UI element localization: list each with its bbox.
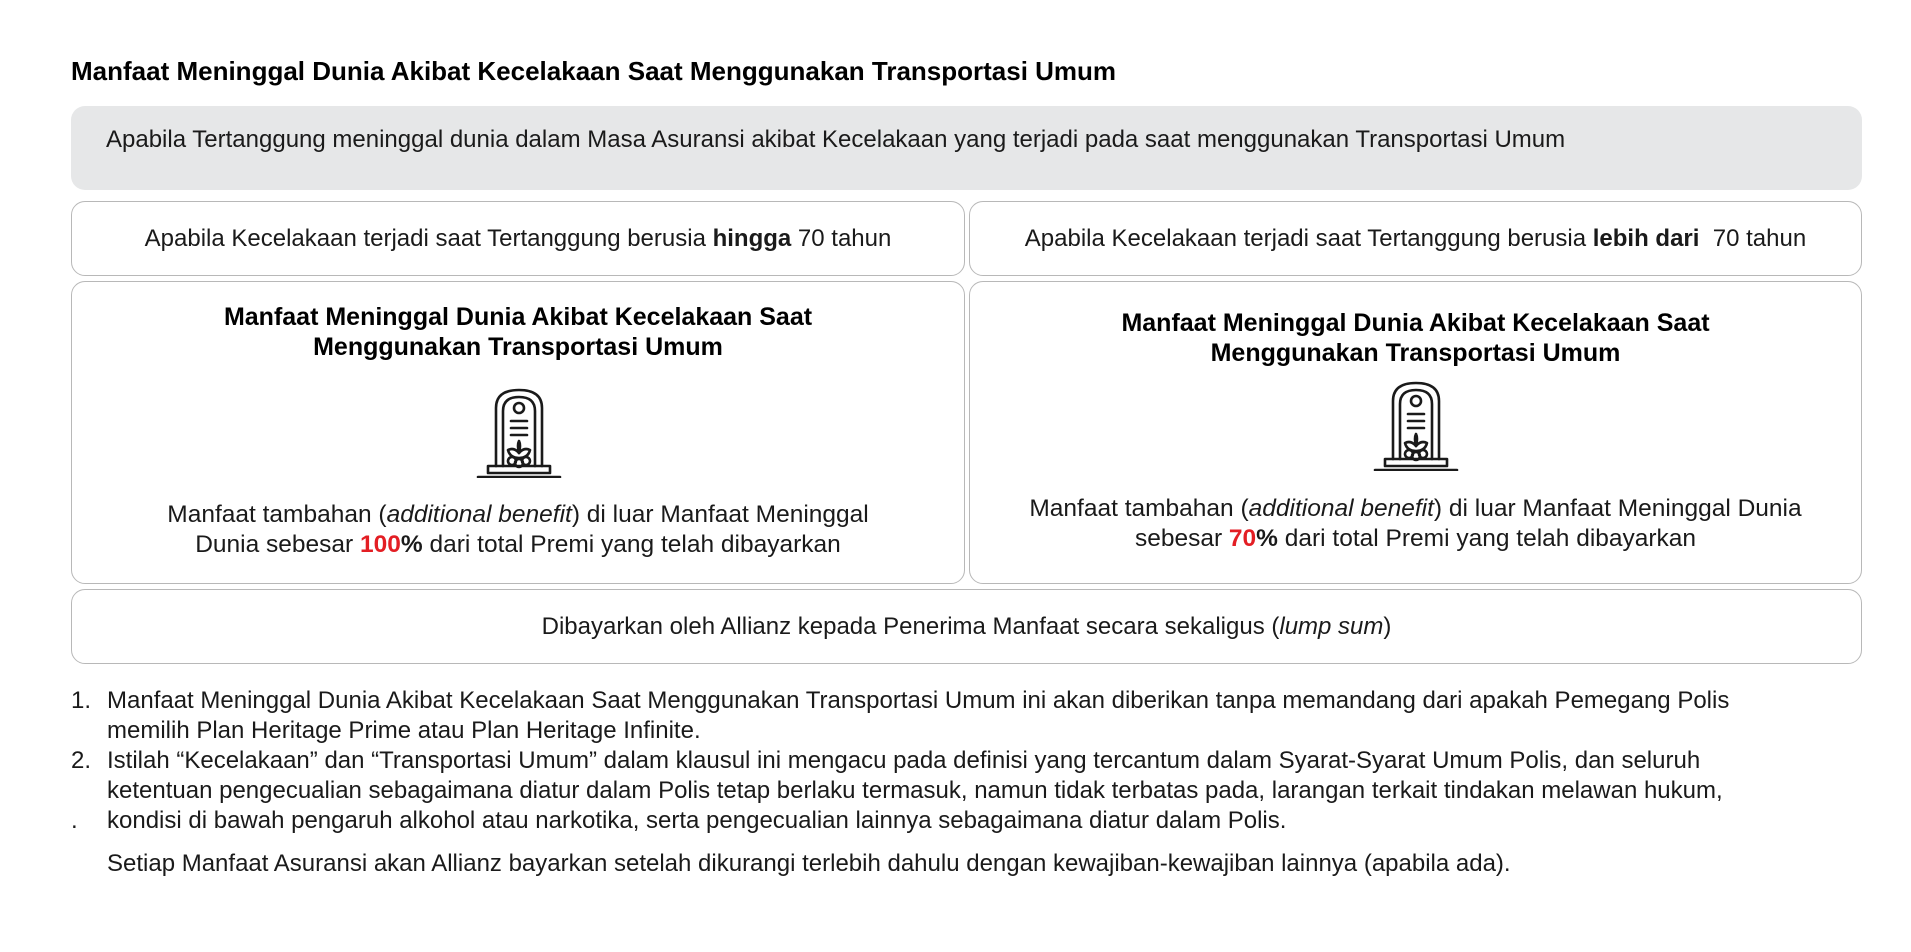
list-item-line: Manfaat Meninggal Dunia Akibat Kecelakaan Saat Menggunakan Transportasi Umum ini akan diberikan tanpa memandang dari apakah Pemegang Polis bbox=[107, 687, 1730, 714]
desc-line2-prefix: sebesar bbox=[1134, 525, 1229, 552]
desc-suffix: dari total Premi yang telah dibayarkan bbox=[422, 531, 841, 558]
condition-bold: hingga bbox=[712, 224, 792, 252]
desc-mid: ) di luar Manfaat Meninggal bbox=[571, 501, 869, 528]
list-item-line: memilih Plan Heritage Prime atau Plan Heritage Infinite. bbox=[107, 717, 701, 744]
benefit-description-line1 bbox=[72, 500, 964, 530]
benefit-description-line2 bbox=[72, 530, 964, 560]
list-item bbox=[71, 746, 1862, 836]
benefit-title-line2: Menggunakan Transportasi Umum bbox=[313, 333, 723, 361]
list-item-number: 2. bbox=[71, 747, 92, 774]
list-item bbox=[71, 686, 1862, 746]
tombstone-icon bbox=[1371, 379, 1461, 471]
condition-suffix: 70 tahun bbox=[791, 224, 892, 252]
condition-box-up-to-70 bbox=[71, 201, 965, 276]
desc-mid: ) di luar Manfaat Meninggal Dunia bbox=[1433, 495, 1802, 522]
benefit-description-line1 bbox=[970, 494, 1861, 524]
intro-banner bbox=[71, 106, 1862, 190]
condition-prefix: Apabila Kecelakaan terjadi saat Tertanggung berusia bbox=[1024, 224, 1593, 252]
benefit-box-over-70 bbox=[969, 281, 1862, 584]
benefit-box-up-to-70 bbox=[71, 281, 965, 584]
percent-sign: % bbox=[1256, 525, 1278, 552]
benefit-description-line2 bbox=[970, 524, 1861, 554]
benefit-description bbox=[970, 494, 1861, 554]
payout-italic: lump sum bbox=[1279, 612, 1384, 640]
desc-prefix: Manfaat tambahan ( bbox=[1029, 495, 1249, 522]
list-item-line: ketentuan pengecualian sebagaimana diatur dalam Polis tetap berlaku termasuk, namun tidak terbatas pada, larangan terkait tindakan melawan hukum, bbox=[107, 777, 1723, 804]
page-title: Manfaat Meninggal Dunia Akibat Kecelakaan Saat Menggunakan Transportasi Umum bbox=[71, 56, 1117, 86]
intro-banner-text: Apabila Tertanggung meninggal dunia dalam Masa Asuransi akibat Kecelakaan yang terjadi pada saat menggunakan Transportasi Umum bbox=[106, 126, 1566, 153]
payout-suffix: ) bbox=[1383, 612, 1392, 640]
closing-statement: Setiap Manfaat Asuransi akan Allianz bayarkan setelah dikurangi terlebih dahulu dengan kewajiban-kewajiban lainnya (apabila ada). bbox=[107, 850, 1511, 877]
list-item-marker: . bbox=[71, 807, 78, 834]
benefit-percentage: 70 bbox=[1228, 525, 1257, 552]
desc-prefix: Manfaat tambahan ( bbox=[167, 501, 387, 528]
list-item-number: 1. bbox=[71, 687, 92, 714]
desc-suffix: dari total Premi yang telah dibayarkan bbox=[1277, 525, 1697, 552]
percent-sign: % bbox=[400, 531, 423, 558]
benefit-title bbox=[970, 308, 1861, 368]
condition-bold: lebih dari bbox=[1592, 224, 1700, 252]
condition-box-over-70 bbox=[969, 201, 1862, 276]
benefit-title bbox=[72, 302, 964, 362]
payout-box bbox=[71, 589, 1862, 664]
condition-prefix: Apabila Kecelakaan terjadi saat Tertanggung berusia bbox=[144, 224, 713, 252]
benefit-title-line1: Manfaat Meninggal Dunia Akibat Kecelakaan Saat bbox=[1121, 309, 1710, 337]
desc-italic: additional benefit bbox=[386, 501, 572, 528]
desc-line2-prefix: Dunia sebesar bbox=[195, 531, 360, 558]
benefit-title-line2: Menggunakan Transportasi Umum bbox=[1210, 339, 1621, 367]
list-item-line: kondisi di bawah pengaruh alkohol atau narkotika, serta pengecualian lainnya sebagaimana diatur dalam Polis. bbox=[107, 807, 1287, 834]
payout-prefix: Dibayarkan oleh Allianz kepada Penerima Manfaat secara sekaligus ( bbox=[541, 612, 1280, 640]
tombstone-icon bbox=[474, 386, 564, 478]
benefit-percentage: 100 bbox=[360, 531, 401, 558]
notes-list bbox=[71, 686, 1862, 877]
benefit-description bbox=[72, 500, 964, 560]
benefit-title-line1: Manfaat Meninggal Dunia Akibat Kecelakaan Saat bbox=[223, 303, 813, 331]
condition-suffix: 70 tahun bbox=[1699, 224, 1807, 252]
desc-italic: additional benefit bbox=[1248, 495, 1434, 522]
list-item-line: Istilah “Kecelakaan” dan “Transportasi Umum” dalam klausul ini mengacu pada definisi yang tercantum dalam Syarat-Syarat Umum Polis, dan seluruh bbox=[107, 747, 1701, 774]
